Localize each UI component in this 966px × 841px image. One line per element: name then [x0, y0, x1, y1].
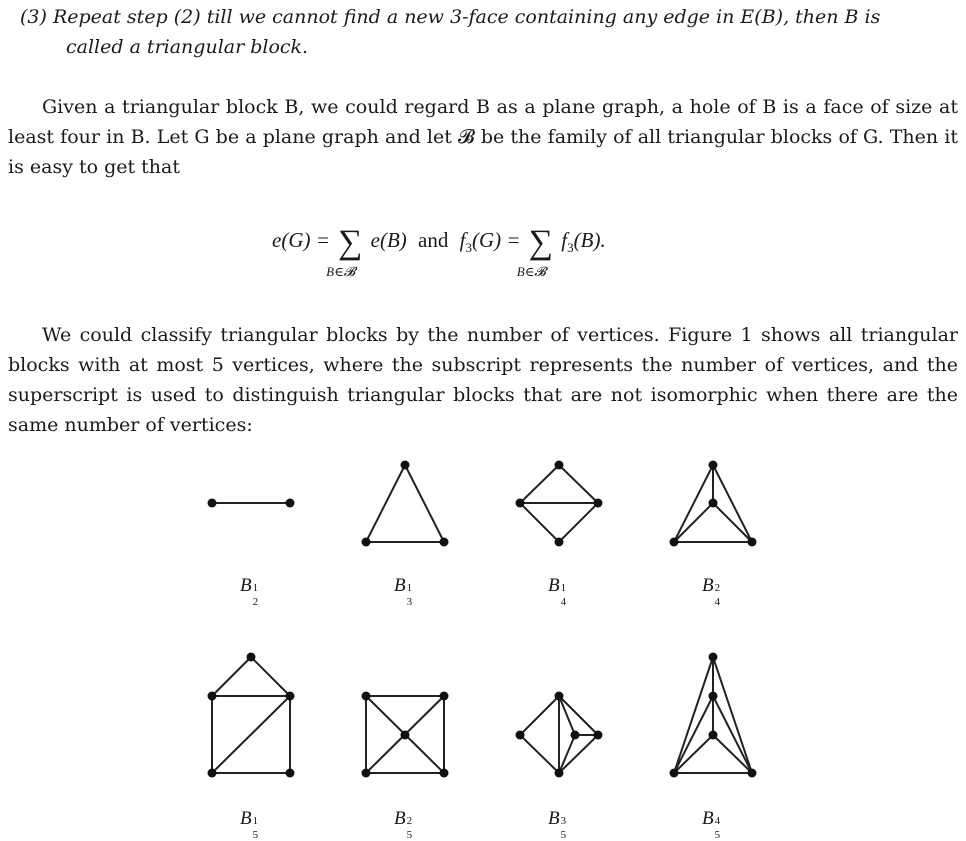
graph-label-b4-2: B 2 4	[702, 575, 721, 608]
graph-b5-3	[520, 696, 598, 773]
figure-triangular-blocks	[0, 445, 966, 841]
sum-symbol-1: ∑ B∈𝓑	[326, 224, 363, 279]
graph-b5-1	[212, 657, 290, 773]
graph-label-b5-3: B 3 5	[548, 808, 567, 841]
step-3-paragraph	[20, 2, 958, 62]
paragraph-triangular-block-hole: Given a triangular block B, we could regard B as a plane graph, a hole of B is a face of size at least four in B. Let G be a plane graph and let 𝓑 be the family of all triangular blocks of G. Then it is easy to get that	[8, 96, 958, 178]
graph-label-b5-1: B 1 5	[240, 808, 259, 841]
sum-index-1: B∈𝓑	[326, 264, 356, 279]
sum-symbol-2: ∑ B∈𝓑	[516, 224, 554, 279]
graph-label-b5-2: B 2 5	[394, 808, 413, 841]
step-3-line-1: Repeat step (2) till we cannot find a new 3-face containing any edge in E(B), then B is	[52, 6, 881, 28]
sum-equation	[0, 210, 966, 280]
graph-label-b4-1: B 1 4	[548, 575, 567, 608]
graph-b3-1	[366, 465, 444, 542]
eq-connector: and	[418, 228, 449, 252]
sum-index-2: B∈𝓑	[516, 264, 546, 279]
step-number: (3)	[20, 6, 47, 28]
eq-lhs-1: e(G) =	[272, 228, 330, 252]
paragraph-figure-description: We could classify triangular blocks by the number of vertices. Figure 1 shows all triangular blocks with at most 5 vertices, where the subscript represents the number of vertices, and the superscript is used to distinguish triangular blocks that are not isomorphic when there are the same number of vertices:	[8, 324, 958, 436]
graph-b5-4	[674, 657, 752, 773]
step-3-line-2: called a triangular block.	[66, 36, 309, 58]
graph-label-b2-1: B 1 2	[240, 575, 259, 608]
eq-term-1: e(B)	[370, 228, 407, 252]
eq-term-2: $f_3(B)$.	[561, 228, 606, 256]
graph-label-b5-4: B 4 5	[702, 808, 721, 841]
graph-label-b3-1: B 1 3	[394, 575, 413, 608]
eq-lhs-2: $f_3(G)$ =	[459, 228, 521, 256]
graph-b4-1	[520, 465, 598, 542]
